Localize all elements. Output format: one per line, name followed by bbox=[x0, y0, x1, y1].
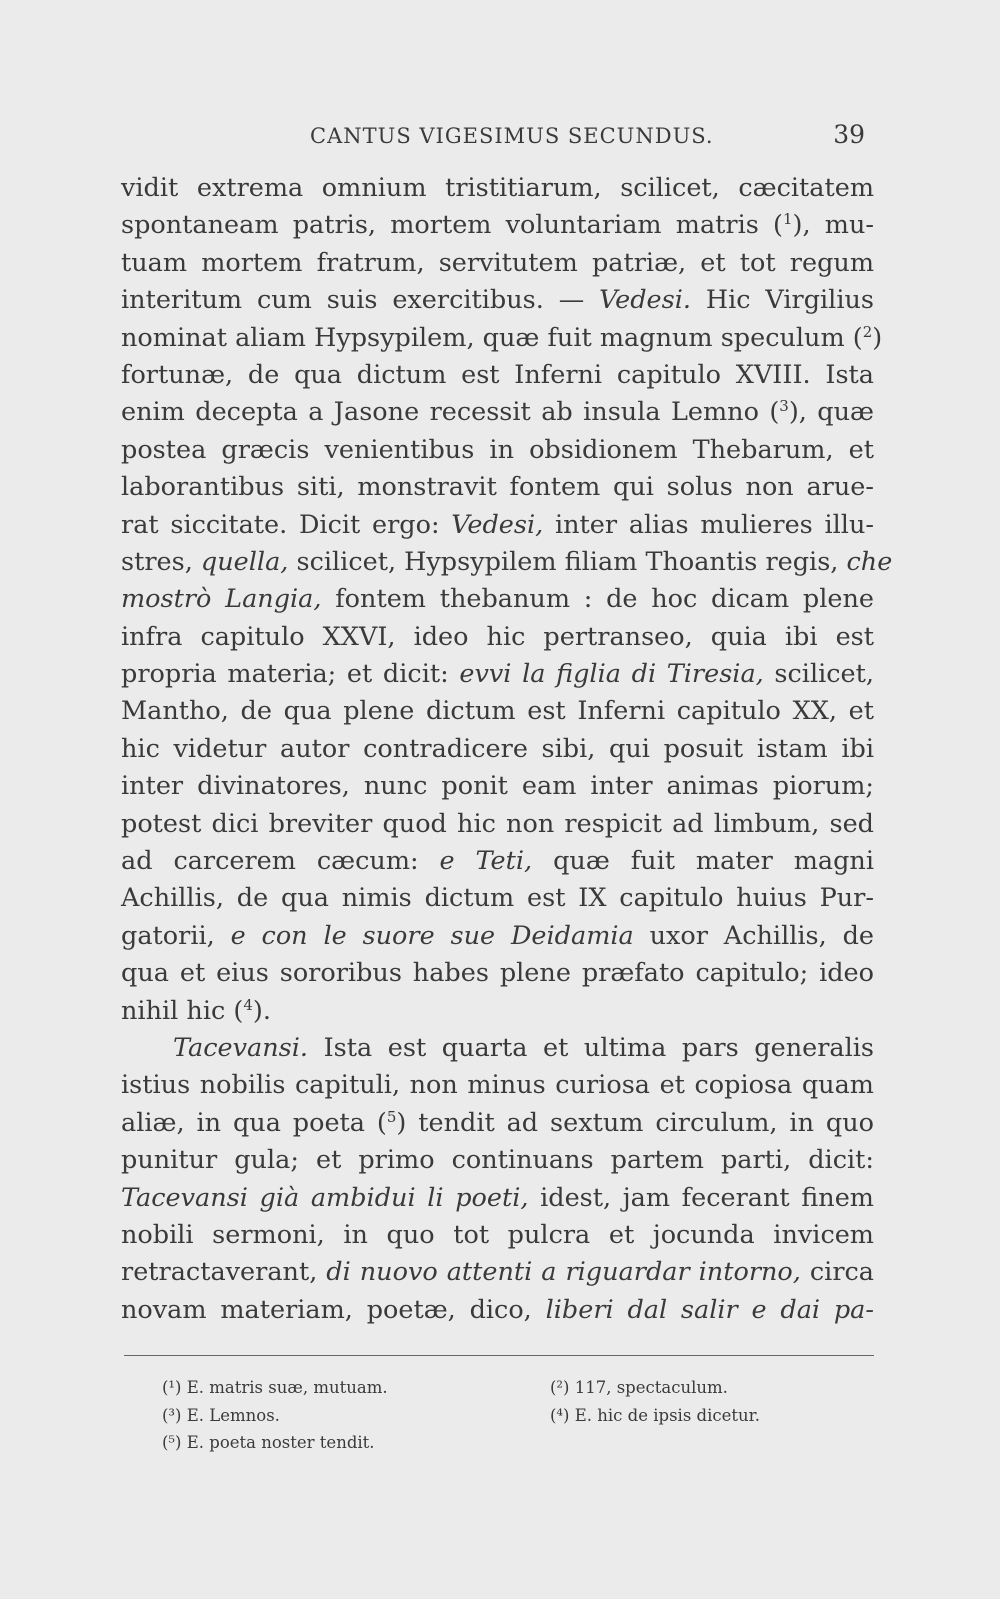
text-line bbox=[121, 918, 874, 955]
page-number: 39 bbox=[833, 120, 865, 149]
text-segment: fontem thebanum : de hoc dicam plene bbox=[321, 584, 874, 615]
italic-segment: e Teti, bbox=[439, 846, 533, 877]
text-line bbox=[121, 170, 874, 207]
italic-segment: Tacevansi. bbox=[173, 1032, 308, 1063]
text-line bbox=[121, 1030, 874, 1067]
text-line bbox=[121, 1142, 874, 1179]
text-segment: aliæ, in qua poeta ( bbox=[121, 1107, 387, 1138]
text-segment: ) bbox=[872, 322, 883, 353]
text-segment: Hic Virgilius bbox=[691, 285, 874, 316]
text-segment: inter alias mulieres illu- bbox=[543, 509, 874, 540]
text-segment: fortunæ, de qua dictum est Inferni capitulo XVIII. Ista bbox=[121, 359, 874, 390]
italic-segment: mostrò Langia, bbox=[121, 584, 322, 615]
text-segment: ad carcerem cæcum: bbox=[121, 846, 440, 877]
text-segment: istius nobilis capituli, non minus curiosa et copiosa quam bbox=[121, 1070, 874, 1101]
text-segment: vidit extrema omnium tristitiarum, scilicet, cæcitatem bbox=[121, 173, 874, 203]
italic-segment: di nuovo attenti a riguardar intorno, bbox=[326, 1257, 801, 1288]
text-line bbox=[121, 955, 874, 992]
italic-segment: quella, bbox=[200, 546, 289, 577]
text-line bbox=[121, 394, 874, 431]
footnote-ref: 4 bbox=[243, 995, 253, 1014]
text-segment: novam materiam, poetæ, dico, bbox=[121, 1294, 546, 1325]
text-segment: uxor Achillis, de bbox=[633, 920, 875, 951]
body-text bbox=[121, 170, 893, 1329]
italic-segment: Vedesi, bbox=[451, 509, 544, 540]
text-segment: punitur gula; et primo continuans partem parti, dicit: bbox=[121, 1145, 874, 1176]
text-line bbox=[121, 1105, 874, 1142]
text-segment: postea græcis venientibus in obsidionem Thebarum, et bbox=[121, 434, 874, 465]
footnotes bbox=[162, 1374, 862, 1457]
text-line bbox=[121, 656, 874, 693]
italic-segment: liberi dal salir e dai pa- bbox=[545, 1294, 874, 1325]
text-line bbox=[121, 1292, 874, 1329]
text-segment: enim decepta a Jasone recessit ab insula Lemno ( bbox=[121, 397, 780, 428]
italic-segment: che bbox=[846, 546, 893, 577]
text-segment: Mantho, de qua plene dictum est Inferni capitulo XX, et bbox=[121, 696, 874, 727]
text-segment: potest dici breviter quod hic non respicit ad limbum, sed bbox=[121, 808, 874, 839]
text-segment: nihil hic ( bbox=[121, 995, 244, 1026]
text-segment: infra capitulo XXVI, ideo hic pertranseo, quia ibi est bbox=[121, 621, 874, 652]
footnote-row bbox=[162, 1374, 862, 1402]
footnote-rule bbox=[124, 1355, 874, 1356]
text-line bbox=[121, 432, 874, 469]
text-line bbox=[121, 507, 874, 544]
text-line bbox=[121, 207, 874, 244]
text-segment: inter divinatores, nunc ponit eam inter animas piorum; bbox=[121, 771, 874, 802]
running-title: CANTUS VIGESIMUS SECUNDUS. bbox=[310, 124, 714, 148]
text-line bbox=[121, 245, 874, 282]
text-segment: tuam mortem fratrum, servitutem patriæ, et tot regum bbox=[121, 247, 874, 278]
text-line bbox=[121, 357, 874, 394]
italic-segment: e con le suore sue Deidamia bbox=[230, 920, 634, 951]
footnote-ref: 5 bbox=[386, 1107, 397, 1126]
footnote: (⁵) E. poeta noster tendit. bbox=[162, 1433, 375, 1452]
text-segment: Achillis, de qua nimis dictum est IX capitulo huius Pur- bbox=[121, 883, 874, 914]
text-line bbox=[121, 731, 874, 768]
text-segment: ), quæ bbox=[788, 397, 875, 428]
footnote: (³) E. Lemnos. bbox=[162, 1405, 280, 1425]
text-segment: ) tendit ad sextum circulum, in quo bbox=[396, 1107, 874, 1138]
footnote-ref: 1 bbox=[782, 210, 793, 229]
footnote-row bbox=[162, 1429, 862, 1457]
text-line bbox=[121, 1067, 874, 1104]
text-line bbox=[121, 282, 874, 319]
italic-segment: Vedesi. bbox=[599, 285, 691, 316]
text-segment: spontaneam patris, mortem voluntariam matris ( bbox=[121, 210, 783, 241]
text-segment: interitum cum suis exercitibus. — bbox=[121, 285, 600, 316]
text-line bbox=[121, 544, 893, 581]
text-line bbox=[121, 320, 883, 357]
text-segment: nobili sermoni, in quo tot pulcra et jocunda invicem bbox=[121, 1219, 874, 1250]
footnote: (⁴) E. hic de ipsis dicetur. bbox=[550, 1405, 760, 1425]
footnote-ref: 2 bbox=[862, 322, 873, 341]
text-segment: laborantibus siti, monstravit fontem qui solus non arue- bbox=[121, 472, 874, 503]
text-segment: propria materia; et dicit: bbox=[121, 659, 460, 690]
text-line bbox=[121, 693, 874, 730]
text-segment: quæ fuit mater magni bbox=[532, 846, 874, 877]
text-segment: rat siccitate. Dicit ergo: bbox=[121, 509, 452, 540]
text-segment: qua et eius sororibus habes plene præfato capitulo; ideo bbox=[121, 958, 874, 989]
text-line bbox=[121, 768, 874, 805]
text-line bbox=[121, 880, 874, 917]
text-line bbox=[121, 1180, 874, 1217]
text-line bbox=[121, 843, 874, 880]
text-segment: idest, jam fecerant finem bbox=[528, 1182, 874, 1213]
text-line bbox=[121, 581, 874, 618]
text-segment: nominat aliam Hypsypilem, quæ fuit magnum speculum ( bbox=[121, 322, 863, 353]
text-line bbox=[121, 1217, 874, 1254]
italic-segment: Tacevansi già ambidui li poeti, bbox=[121, 1182, 529, 1213]
italic-segment: evvi la figlia di Tiresia, bbox=[459, 659, 764, 690]
text-line bbox=[121, 993, 874, 1030]
text-segment: gatorii, bbox=[121, 920, 231, 951]
footnote-row bbox=[162, 1402, 862, 1430]
page-header bbox=[120, 120, 865, 154]
footnote: (¹) E. matris suæ, mutuam. bbox=[162, 1378, 388, 1397]
text-line bbox=[121, 806, 874, 843]
text-segment: circa bbox=[800, 1257, 874, 1288]
text-line bbox=[121, 1254, 874, 1291]
text-segment: hic videtur autor contradicere sibi, qui posuit istam ibi bbox=[121, 733, 874, 764]
text-segment: ). bbox=[252, 995, 271, 1026]
footnote-ref: 3 bbox=[779, 397, 789, 416]
footnote: (²) 117, spectaculum. bbox=[550, 1378, 728, 1397]
text-segment: stres, bbox=[121, 546, 201, 577]
text-segment: scilicet, Hypsypilem filiam Thoantis regis, bbox=[288, 546, 847, 577]
text-line bbox=[121, 619, 874, 656]
text-line bbox=[121, 469, 874, 506]
text-segment: Ista est quarta et ultima pars generalis bbox=[307, 1032, 874, 1063]
text-segment: scilicet, bbox=[763, 659, 874, 690]
text-segment: ), mu- bbox=[792, 210, 874, 241]
text-segment: retractaverant, bbox=[121, 1257, 327, 1288]
